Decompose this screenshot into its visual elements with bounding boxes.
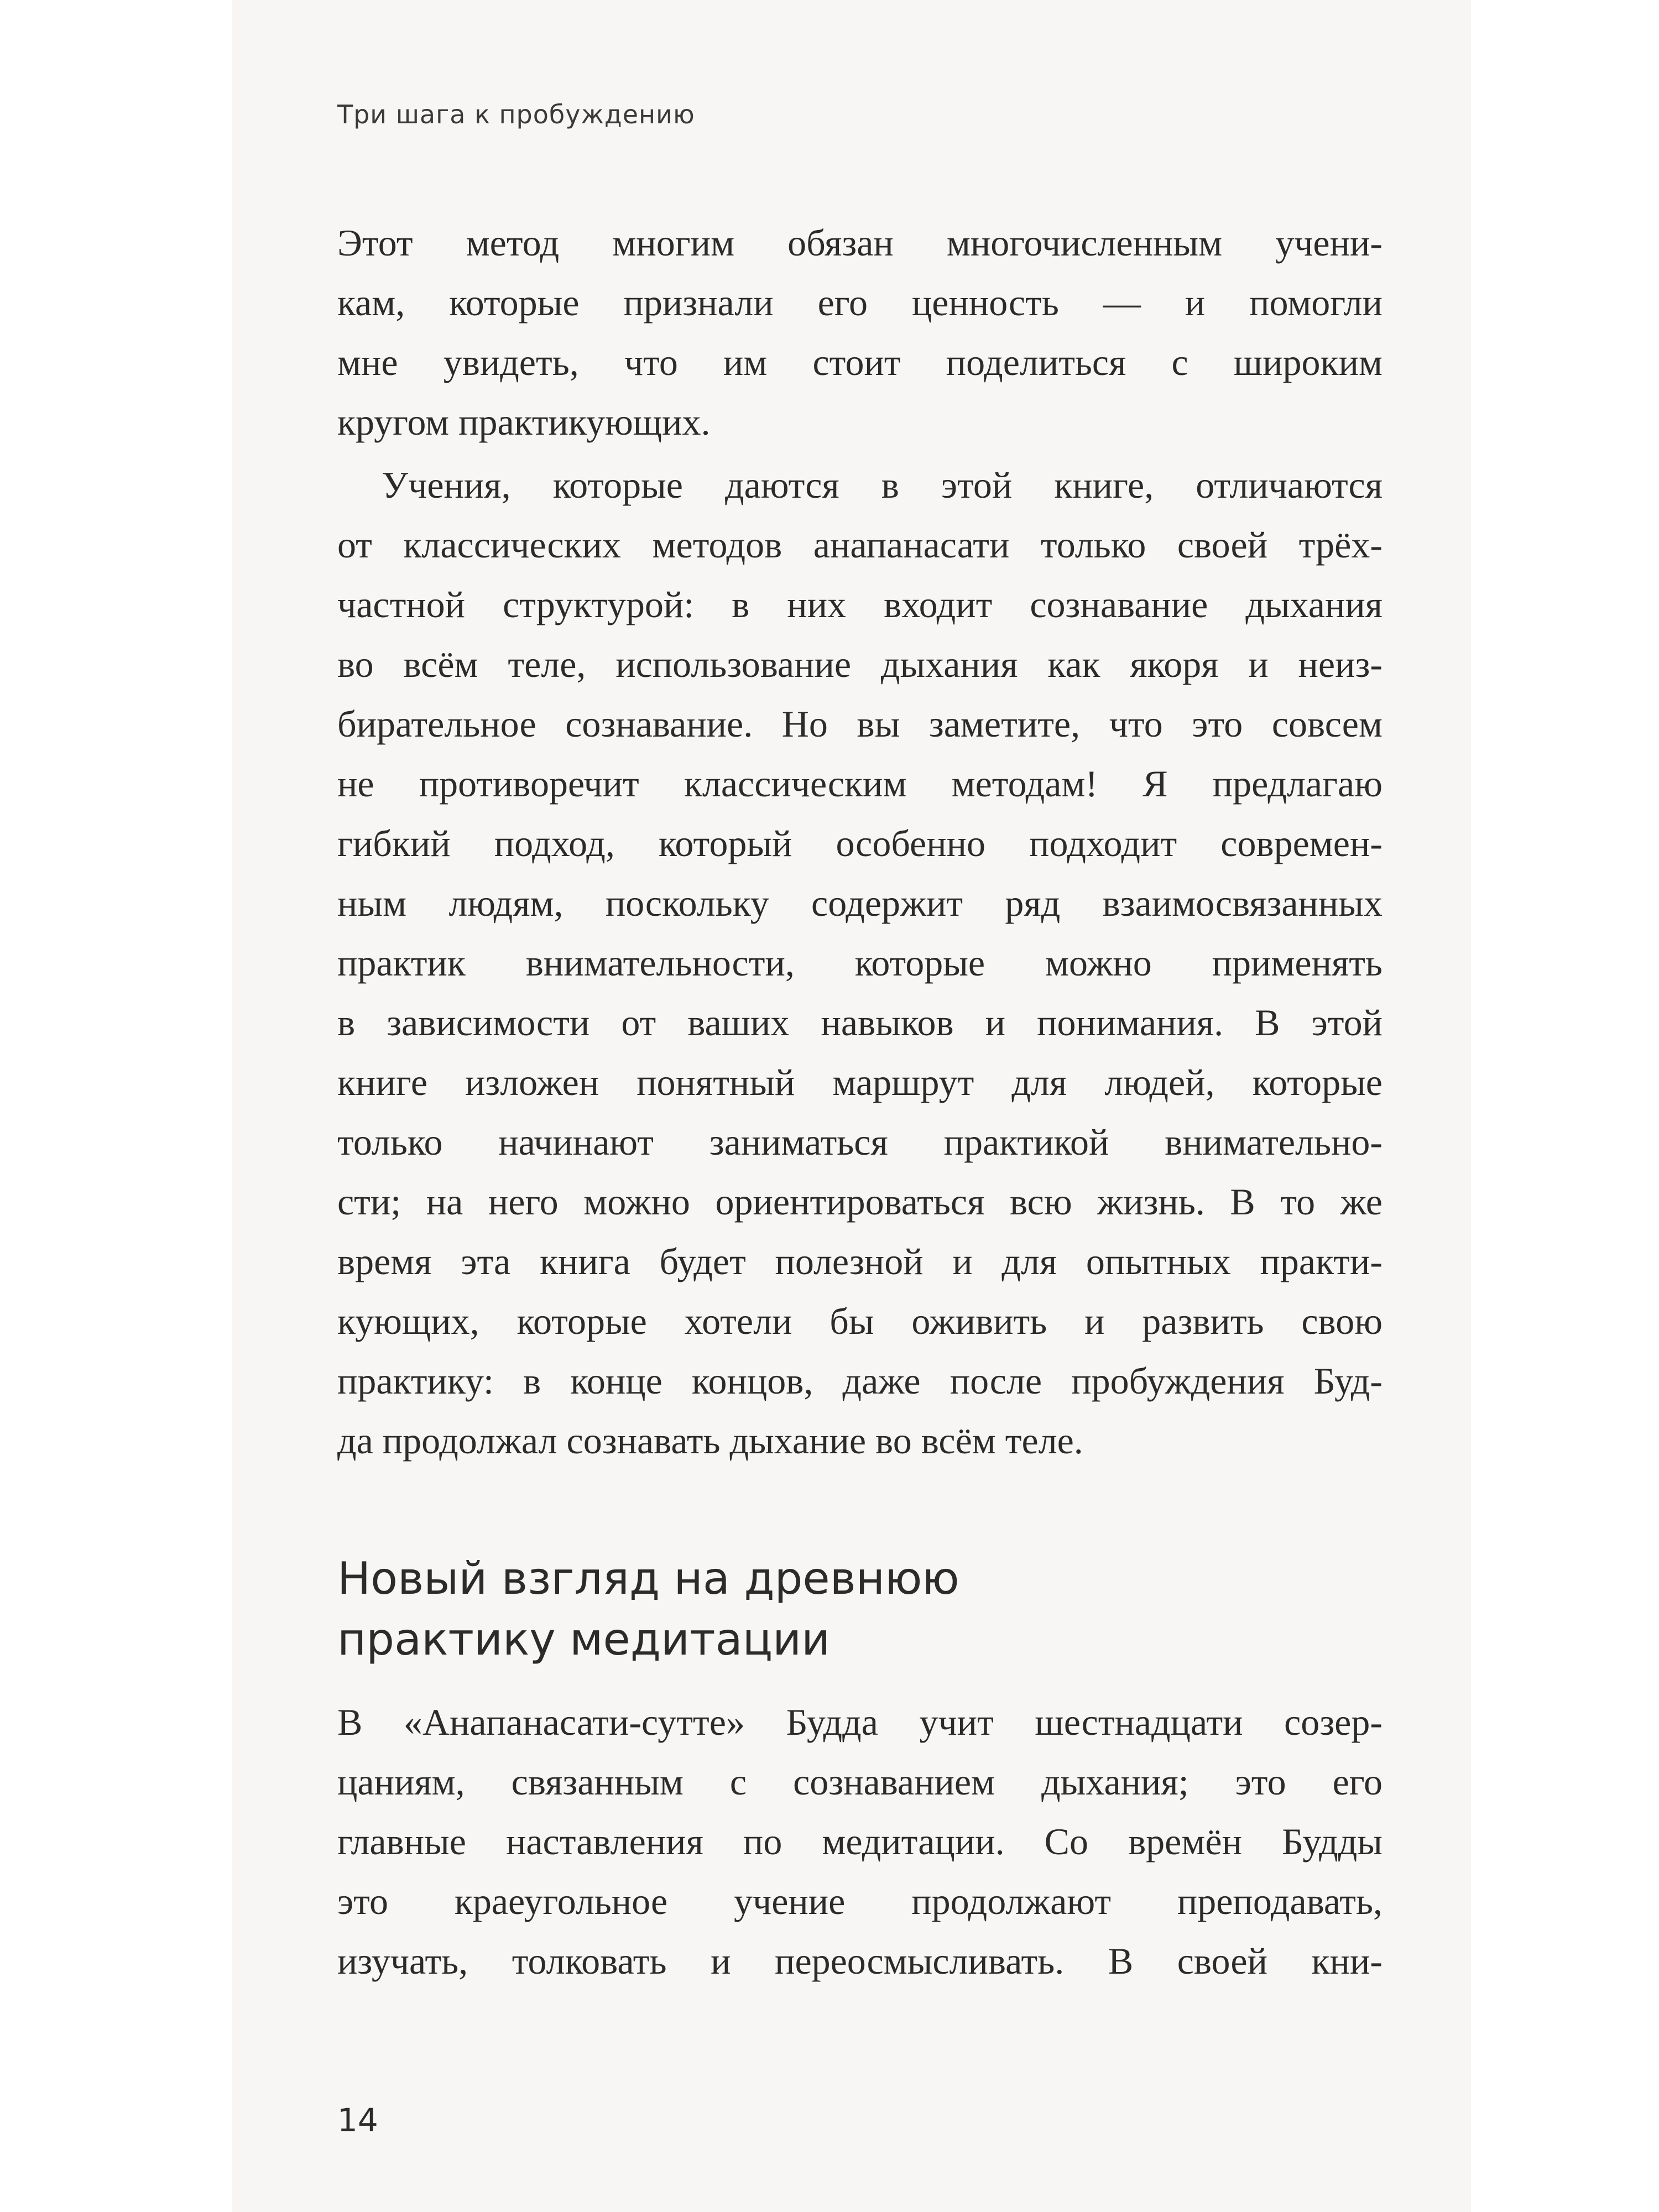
text-line: частной структурой: в них входит сознавание дыхания [337, 583, 1383, 625]
text-line: только начинают заниматься практикой внимательно- [337, 1121, 1383, 1163]
running-head: Три шага к пробуждению [337, 100, 695, 129]
text-line: гибкий подход, который особенно подходит современ- [337, 822, 1383, 864]
text-line: кующих, которые хотели бы оживить и развить свою [337, 1300, 1383, 1342]
paragraph-3 [337, 1692, 1383, 1991]
text-line: Учения, которые даются в этой книге, отличаются [382, 464, 1383, 506]
paragraph-2 [337, 455, 1383, 1470]
text-line: изучать, толковать и переосмысливать. В своей кни- [337, 1940, 1383, 1982]
text-line: В «Анапанасати-сутте» Будда учит шестнадцати созер- [337, 1701, 1383, 1743]
paragraph-1 [337, 213, 1383, 452]
text-line: кругом практикующих. [337, 401, 711, 443]
book-page [232, 0, 1471, 2212]
text-line: ным людям, поскольку содержит ряд взаимосвязанных [337, 882, 1383, 924]
heading-line: практику медитации [337, 1614, 831, 1665]
text-line: в зависимости от ваших навыков и понимания. В этой [337, 1001, 1383, 1044]
text-line: время эта книга будет полезной и для опытных практи- [337, 1240, 1383, 1282]
text-line: практику: в конце концов, даже после пробуждения Буд- [337, 1360, 1383, 1402]
text-line: не противоречит классическим методам! Я предлагаю [337, 763, 1383, 805]
text-line: да продолжал сознавать дыхание во всём теле. [337, 1420, 1083, 1462]
text-line: бирательное сознавание. Но вы заметите, что это совсем [337, 703, 1383, 745]
text-line: книге изложен понятный маршрут для людей, которые [337, 1061, 1383, 1103]
text-line: цаниям, связанным с сознаванием дыхания; это его [337, 1761, 1383, 1803]
heading-line: Новый взгляд на древнюю [337, 1553, 959, 1604]
text-line: кам, которые признали его ценность — и помогли [337, 281, 1383, 324]
text-line: Этот метод многим обязан многочисленным учени- [337, 222, 1383, 264]
text-line: практик внимательности, которые можно применять [337, 942, 1383, 984]
section-heading [337, 1548, 959, 1670]
text-line: это краеугольное учение продолжают преподавать, [337, 1880, 1383, 1922]
text-line: мне увидеть, что им стоит поделиться с широким [337, 341, 1383, 383]
page-number: 14 [337, 2101, 378, 2139]
text-line: сти; на него можно ориентироваться всю жизнь. В то же [337, 1181, 1383, 1223]
text-line: во всём теле, использование дыхания как якоря и неиз- [337, 643, 1383, 685]
text-line: главные наставления по медитации. Со времён Будды [337, 1820, 1383, 1863]
text-line: от классических методов анапанасати только своей трёх- [337, 524, 1383, 566]
